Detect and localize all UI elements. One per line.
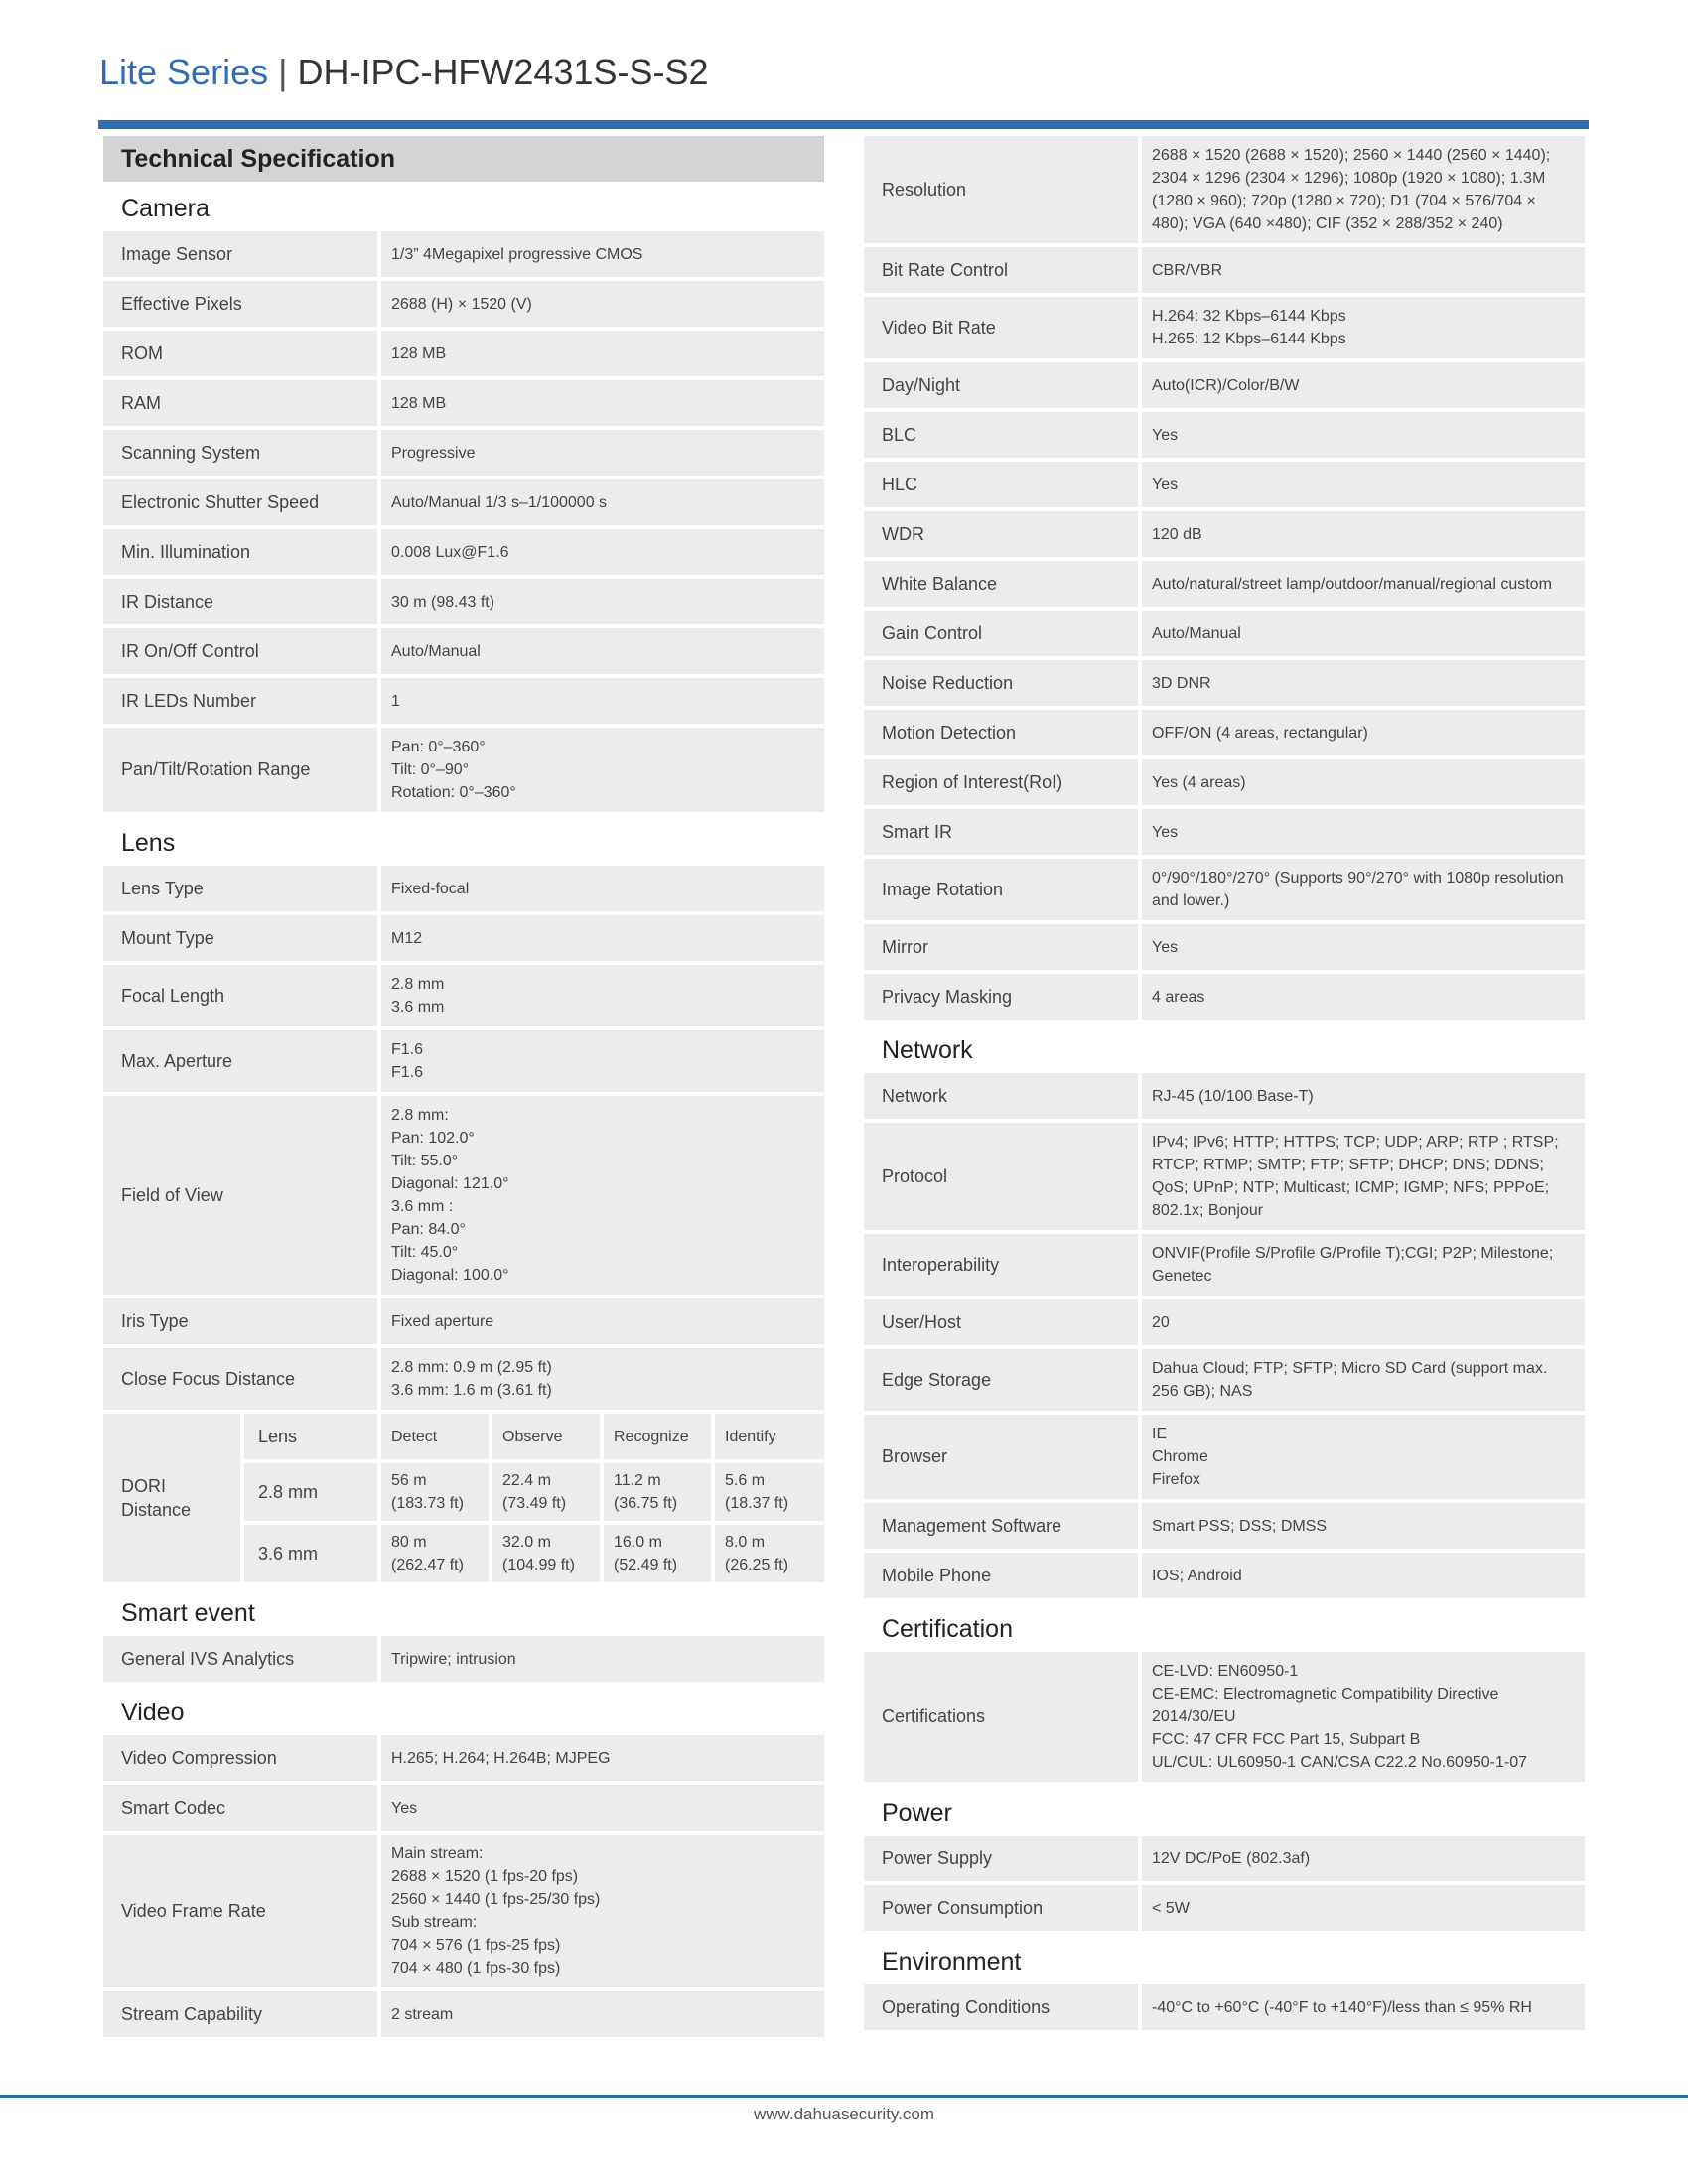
spec-label: Image Rotation xyxy=(864,859,1138,920)
footer-rule xyxy=(0,2095,1688,2098)
spec-value: CE-LVD: EN60950-1 CE-EMC: Electromagnetic Compatibility Directive 2014/30/EU FCC: 47 CFR FCC Part 15, Subpart B UL/CUL: UL60950-1 CAN/CSA C22.2 No.60950-1-07 xyxy=(1142,1652,1585,1782)
spec-value: 128 MB xyxy=(381,380,824,426)
dori-cell: 5.6 m (18.37 ft) xyxy=(715,1463,824,1521)
spec-value: Pan: 0°–360° Tilt: 0°–90° Rotation: 0°–360° xyxy=(381,728,824,812)
dori-cell: 2.8 mm xyxy=(244,1463,377,1521)
spec-value: Yes (4 areas) xyxy=(1142,759,1585,805)
spec-value: Auto/Manual xyxy=(1142,611,1585,656)
spec-value: Tripwire; intrusion xyxy=(381,1636,824,1682)
spec-row-noise-reduction xyxy=(864,660,1585,706)
spec-row-day-night xyxy=(864,362,1585,408)
spec-row-interoperability xyxy=(864,1234,1585,1296)
dori-label: DORI Distance xyxy=(103,1414,240,1582)
spec-value: Fixed-focal xyxy=(381,866,824,911)
spec-row-blc xyxy=(864,412,1585,458)
spec-label: Power Supply xyxy=(864,1836,1138,1881)
spec-row-edge-storage xyxy=(864,1349,1585,1411)
spec-row-iris-type xyxy=(103,1298,824,1344)
spec-row-operating-conditions xyxy=(864,1984,1585,2030)
spec-value: 4 areas xyxy=(1142,974,1585,1020)
spec-value: 2688 × 1520 (2688 × 1520); 2560 × 1440 (2560 × 1440); 2304 × 1296 (2304 × 1296); 1080p (1920 × 1080); 1.3M (1280 × 960); 720p (1280 × 720); D1 (704 × 576/704 × 480); VGA (640 ×480); CIF (352 × 288/352 × 240) xyxy=(1142,136,1585,243)
spec-label: Iris Type xyxy=(103,1298,377,1344)
spec-label: IR LEDs Number xyxy=(103,678,377,724)
spec-value: Dahua Cloud; FTP; SFTP; Micro SD Card (support max. 256 GB); NAS xyxy=(1142,1349,1585,1411)
spec-value: Auto/natural/street lamp/outdoor/manual/regional custom xyxy=(1142,561,1585,607)
spec-label: Video Bit Rate xyxy=(864,297,1138,358)
spec-value: Auto/Manual xyxy=(381,628,824,674)
spec-value: 2688 (H) × 1520 (V) xyxy=(381,281,824,327)
spec-label: Smart IR xyxy=(864,809,1138,855)
spec-label: General IVS Analytics xyxy=(103,1636,377,1682)
spec-value: F1.6 F1.6 xyxy=(381,1030,824,1092)
spec-label: Effective Pixels xyxy=(103,281,377,327)
spec-row-rom xyxy=(103,331,824,376)
spec-label: Mirror xyxy=(864,924,1138,970)
spec-value: IE Chrome Firefox xyxy=(1142,1415,1585,1499)
spec-value: Auto(ICR)/Color/B/W xyxy=(1142,362,1585,408)
spec-row-image-sensor xyxy=(103,231,824,277)
spec-value: 1/3” 4Megapixel progressive CMOS xyxy=(381,231,824,277)
dori-cell: 22.4 m (73.49 ft) xyxy=(492,1463,600,1521)
spec-row-video-bit-rate xyxy=(864,297,1585,358)
spec-label: Scanning System xyxy=(103,430,377,476)
dori-cell: 56 m (183.73 ft) xyxy=(381,1463,489,1521)
spec-row-effective-pixels xyxy=(103,281,824,327)
spec-label: Image Sensor xyxy=(103,231,377,277)
spec-row-max-aperture xyxy=(103,1030,824,1092)
section-title-network: Network xyxy=(882,1036,973,1064)
section-title-power: Power xyxy=(882,1799,952,1827)
section-title-environment: Environment xyxy=(882,1948,1022,1976)
spec-row-general-ivs-analytics xyxy=(103,1636,824,1682)
spec-row-field-of-view xyxy=(103,1096,824,1295)
spec-value: 0.008 Lux@F1.6 xyxy=(381,529,824,575)
spec-label: Lens Type xyxy=(103,866,377,911)
spec-value: Main stream: 2688 × 1520 (1 fps-20 fps) 2560 × 1440 (1 fps-25/30 fps) Sub stream: 704 × 576 (1 fps-25 fps) 704 × 480 (1 fps-30 fps) xyxy=(381,1835,824,1987)
spec-label: Video Frame Rate xyxy=(103,1835,377,1987)
spec-row-lens-type xyxy=(103,866,824,911)
footer-url: www.dahuasecurity.com xyxy=(753,2105,935,2123)
spec-label: Operating Conditions xyxy=(864,1984,1138,2030)
spec-value: 1 xyxy=(381,678,824,724)
dori-cell: 8.0 m (26.25 ft) xyxy=(715,1525,824,1582)
right-column xyxy=(864,136,1585,2034)
spec-row-pan-tilt-rotation-range xyxy=(103,728,824,812)
dori-cell: 11.2 m (36.75 ft) xyxy=(604,1463,711,1521)
spec-label: Video Compression xyxy=(103,1735,377,1781)
spec-row-bit-rate-control xyxy=(864,247,1585,293)
spec-value: < 5W xyxy=(1142,1885,1585,1931)
spec-row-network xyxy=(864,1073,1585,1119)
spec-row-white-balance xyxy=(864,561,1585,607)
spec-row-hlc xyxy=(864,462,1585,507)
spec-label: Stream Capability xyxy=(103,1991,377,2037)
section-title-video: Video xyxy=(121,1699,185,1726)
dori-header-cell: Lens xyxy=(244,1414,377,1459)
spec-label: Edge Storage xyxy=(864,1349,1138,1411)
spec-label: Browser xyxy=(864,1415,1138,1499)
spec-label: User/Host xyxy=(864,1299,1138,1345)
spec-label: Motion Detection xyxy=(864,710,1138,755)
spec-label: WDR xyxy=(864,511,1138,557)
spec-row-wdr xyxy=(864,511,1585,557)
spec-value: 30 m (98.43 ft) xyxy=(381,579,824,624)
spec-value: Auto/Manual 1/3 s–1/100000 s xyxy=(381,479,824,525)
dori-header-cell: Detect xyxy=(381,1414,489,1459)
spec-label: ROM xyxy=(103,331,377,376)
spec-row-privacy-masking xyxy=(864,974,1585,1020)
section-title-lens: Lens xyxy=(121,829,176,857)
series-name: Lite Series xyxy=(99,52,269,92)
section-title-camera: Camera xyxy=(121,195,210,222)
spec-row-protocol xyxy=(864,1123,1585,1230)
spec-value: H.264: 32 Kbps–6144 Kbps H.265: 12 Kbps–6144 Kbps xyxy=(1142,297,1585,358)
page-header xyxy=(99,52,709,93)
spec-row-gain-control xyxy=(864,611,1585,656)
spec-row-ir-on-off-control xyxy=(103,628,824,674)
spec-label: Day/Night xyxy=(864,362,1138,408)
spec-label: HLC xyxy=(864,462,1138,507)
spec-label: Certifications xyxy=(864,1652,1138,1782)
spec-value: ONVIF(Profile S/Profile G/Profile T);CGI; P2P; Milestone; Genetec xyxy=(1142,1234,1585,1296)
spec-value: Yes xyxy=(1142,462,1585,507)
spec-label: Smart Codec xyxy=(103,1785,377,1831)
dori-cell: 32.0 m (104.99 ft) xyxy=(492,1525,600,1582)
spec-title: Technical Specification xyxy=(103,136,824,182)
spec-row-ir-leds-number xyxy=(103,678,824,724)
spec-label: Close Focus Distance xyxy=(103,1348,377,1410)
spec-row-mirror xyxy=(864,924,1585,970)
spec-label: Power Consumption xyxy=(864,1885,1138,1931)
spec-label: Interoperability xyxy=(864,1234,1138,1296)
spec-value: CBR/VBR xyxy=(1142,247,1585,293)
spec-label: BLC xyxy=(864,412,1138,458)
header-separator: | xyxy=(278,52,288,92)
spec-value: Yes xyxy=(1142,809,1585,855)
dori-cell: 16.0 m (52.49 ft) xyxy=(604,1525,711,1582)
spec-value: H.265; H.264; H.264B; MJPEG xyxy=(381,1735,824,1781)
spec-label: Gain Control xyxy=(864,611,1138,656)
section-title-certification: Certification xyxy=(882,1615,1013,1643)
spec-value: 128 MB xyxy=(381,331,824,376)
spec-row-management-software xyxy=(864,1503,1585,1549)
spec-row-smart-codec xyxy=(103,1785,824,1831)
spec-label: Mount Type xyxy=(103,915,377,961)
spec-value: 20 xyxy=(1142,1299,1585,1345)
spec-label: Protocol xyxy=(864,1123,1138,1230)
dori-header-cell: Identify xyxy=(715,1414,824,1459)
spec-label: Electronic Shutter Speed xyxy=(103,479,377,525)
spec-label: RAM xyxy=(103,380,377,426)
spec-row-browser xyxy=(864,1415,1585,1499)
spec-label: Mobile Phone xyxy=(864,1553,1138,1598)
spec-row-certifications xyxy=(864,1652,1585,1782)
dori-header-cell: Recognize xyxy=(604,1414,711,1459)
spec-row-power-consumption xyxy=(864,1885,1585,1931)
spec-value: 2.8 mm: 0.9 m (2.95 ft) 3.6 mm: 1.6 m (3.61 ft) xyxy=(381,1348,824,1410)
spec-row-mobile-phone xyxy=(864,1553,1585,1598)
spec-value: Yes xyxy=(1142,924,1585,970)
spec-value: 12V DC/PoE (802.3af) xyxy=(1142,1836,1585,1881)
spec-value: 120 dB xyxy=(1142,511,1585,557)
dori-cell: 80 m (262.47 ft) xyxy=(381,1525,489,1582)
spec-value: 2.8 mm: Pan: 102.0° Tilt: 55.0° Diagonal: 121.0° 3.6 mm : Pan: 84.0° Tilt: 45.0° Diagonal: 100.0° xyxy=(381,1096,824,1295)
spec-value: 0°/90°/180°/270° (Supports 90°/270° with 1080p resolution and lower.) xyxy=(1142,859,1585,920)
section-title-smart-event: Smart event xyxy=(121,1599,255,1627)
spec-label: Network xyxy=(864,1073,1138,1119)
spec-row-close-focus-distance xyxy=(103,1348,824,1410)
spec-row-region-of-interest-roi xyxy=(864,759,1585,805)
spec-label: Pan/Tilt/Rotation Range xyxy=(103,728,377,812)
spec-value: IPv4; IPv6; HTTP; HTTPS; TCP; UDP; ARP; RTP ; RTSP; RTCP; RTMP; SMTP; FTP; SFTP; DHCP; DNS; DDNS; QoS; UPnP; NTP; Multicast; ICMP; IGMP; NFS; PPPoE; 802.1x; Bonjour xyxy=(1142,1123,1585,1230)
spec-row-ir-distance xyxy=(103,579,824,624)
dori-header-cell: Observe xyxy=(492,1414,600,1459)
spec-label: IR Distance xyxy=(103,579,377,624)
spec-row-stream-capability xyxy=(103,1991,824,2037)
spec-row-video-frame-rate xyxy=(103,1835,824,1987)
spec-value: IOS; Android xyxy=(1142,1553,1585,1598)
spec-value: RJ-45 (10/100 Base-T) xyxy=(1142,1073,1585,1119)
spec-label: Privacy Masking xyxy=(864,974,1138,1020)
model-name: DH-IPC-HFW2431S-S-S2 xyxy=(297,52,709,92)
header-rule xyxy=(98,120,1589,129)
spec-label: Management Software xyxy=(864,1503,1138,1549)
spec-label: Noise Reduction xyxy=(864,660,1138,706)
spec-row-power-supply xyxy=(864,1836,1585,1881)
spec-row-motion-detection xyxy=(864,710,1585,755)
spec-label: Field of View xyxy=(103,1096,377,1295)
spec-value: OFF/ON (4 areas, rectangular) xyxy=(1142,710,1585,755)
spec-row-mount-type xyxy=(103,915,824,961)
spec-label: Region of Interest(RoI) xyxy=(864,759,1138,805)
spec-value: Smart PSS; DSS; DMSS xyxy=(1142,1503,1585,1549)
spec-row-ram xyxy=(103,380,824,426)
spec-row-electronic-shutter-speed xyxy=(103,479,824,525)
spec-row-scanning-system xyxy=(103,430,824,476)
spec-value: Yes xyxy=(1142,412,1585,458)
spec-label: Bit Rate Control xyxy=(864,247,1138,293)
spec-row-min-illumination xyxy=(103,529,824,575)
spec-value: M12 xyxy=(381,915,824,961)
spec-value: Progressive xyxy=(381,430,824,476)
spec-label: Resolution xyxy=(864,136,1138,243)
spec-row-user-host xyxy=(864,1299,1585,1345)
dori-cell: 3.6 mm xyxy=(244,1525,377,1582)
spec-row-image-rotation xyxy=(864,859,1585,920)
dori-distance-table xyxy=(103,1414,824,1582)
spec-value: -40°C to +60°C (-40°F to +140°F)/less than ≤ 95% RH xyxy=(1142,1984,1585,2030)
spec-value: 3D DNR xyxy=(1142,660,1585,706)
spec-value: 2 stream xyxy=(381,1991,824,2037)
left-column xyxy=(103,136,824,2041)
spec-label: Max. Aperture xyxy=(103,1030,377,1092)
spec-row-focal-length xyxy=(103,965,824,1026)
spec-value: Fixed aperture xyxy=(381,1298,824,1344)
spec-label: IR On/Off Control xyxy=(103,628,377,674)
spec-value: Yes xyxy=(381,1785,824,1831)
spec-label: Focal Length xyxy=(103,965,377,1026)
spec-row-smart-ir xyxy=(864,809,1585,855)
spec-row-video-compression xyxy=(103,1735,824,1781)
spec-row-resolution xyxy=(864,136,1585,243)
spec-value: 2.8 mm 3.6 mm xyxy=(381,965,824,1026)
spec-label: Min. Illumination xyxy=(103,529,377,575)
spec-label: White Balance xyxy=(864,561,1138,607)
